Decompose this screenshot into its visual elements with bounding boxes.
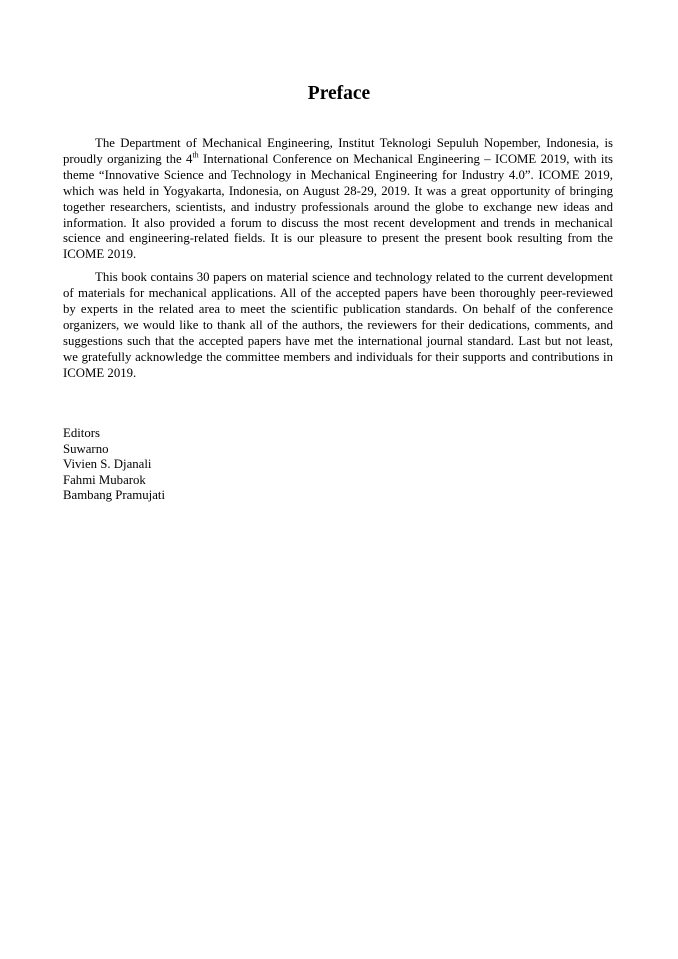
editor-name: Vivien S. Djanali [63, 457, 152, 472]
editors-signoff [63, 426, 165, 504]
editor-name: Bambang Pramujati [63, 488, 166, 503]
editors-heading: Editors [63, 426, 100, 440]
paragraph-1-text-start: The Department of Mechanical Engineering, Institut Teknologi Sepuluh Nopember, Indonesia, is proudly organizing the 4 [63, 136, 613, 166]
editor-name: Fahmi Mubarok [63, 472, 146, 487]
editor-name: Suwarno [63, 441, 109, 456]
preface-body [63, 136, 613, 389]
page-title: Preface [307, 83, 371, 104]
paragraph-1-text-end: International Conference on Mechanical Engineering – ICOME 2019, with its theme “Innovative Science and Technology in Mechanical Engineering for Industry 4.0”. ICOME 2019, which was held in Yogyakarta, Indonesia, on August 28-29, 2019. It was a great opportunity of bringing together researchers, scientists, and industry professionals around the globe to exchange new ideas and information. It also provided a forum to discuss the most recent development and trends in mechanical science and engineering-related fields. It is our pleasure to present the present book resulting from the ICOME 2019. [63, 151, 613, 262]
paragraph-1 [63, 136, 613, 263]
ordinal-superscript: th [192, 150, 199, 160]
paragraph-2: This book contains 30 papers on material science and technology related to the current development of materials for mechanical applications. All of the accepted papers have been thoroughly peer-reviewed by experts in the related area to meet the scientific publication standards. On behalf of the conference organizers, we would like to thank all of the authors, the reviewers for their dedications, comments, and suggestions such that the accepted papers have met the international journal standard. Last but not least, we gratefully acknowledge the committee members and individuals for their supports and contributions in ICOME 2019. [63, 270, 613, 380]
